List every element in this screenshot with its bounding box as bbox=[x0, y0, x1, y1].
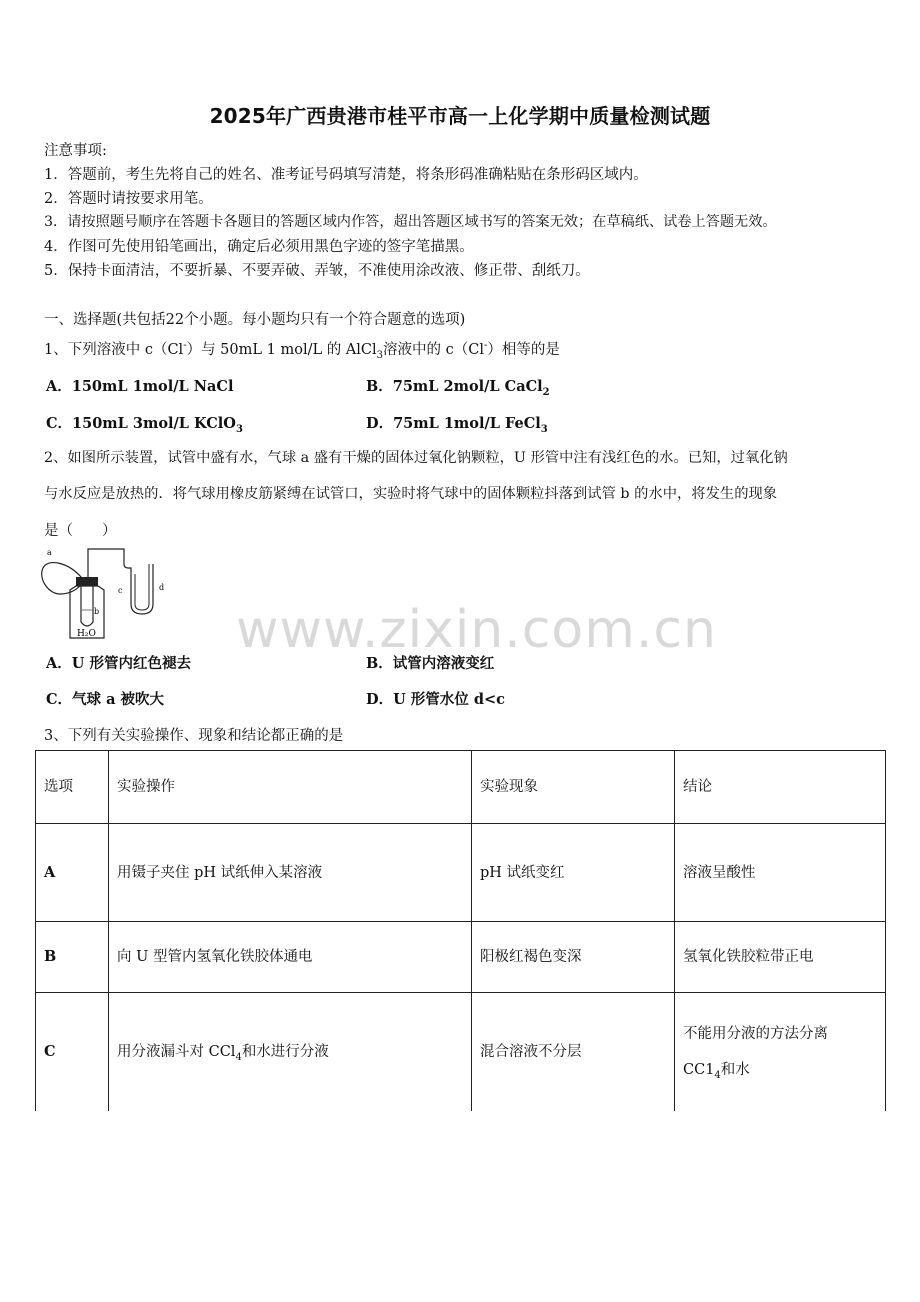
table-cell: A bbox=[36, 824, 109, 922]
cell-text bbox=[683, 1052, 877, 1088]
q1-stem-part: ）相等的是 bbox=[487, 342, 560, 358]
u-tube-inner-shape bbox=[135, 564, 149, 610]
q1-stem bbox=[44, 338, 560, 359]
subscript: 3 bbox=[540, 423, 548, 435]
cell-text: CC1 bbox=[683, 1061, 715, 1078]
subscript: 3 bbox=[235, 423, 243, 435]
q2-stem-line-2: 与水反应是放热的．将气球用橡皮筋紧缚在试管口，实验时将气球中的固体颗粒抖落到试管 b 的水中，将发生的现象 bbox=[44, 486, 778, 502]
table-cell: B bbox=[36, 922, 109, 993]
label-d: d bbox=[159, 583, 165, 592]
table-header-cell: 实验操作 bbox=[109, 751, 472, 824]
table-cell: 向 U 型管内氢氧化铁胶体通电 bbox=[109, 922, 472, 993]
notice-item-1: 1．答题前，考生先将自己的姓名、准考证号码填写清楚，将条形码准确粘贴在条形码区域内。 bbox=[44, 167, 648, 183]
apparatus-diagram bbox=[38, 544, 180, 642]
page-title: 2025年广西贵港市桂平市高一上化学期中质量检测试题 bbox=[209, 104, 711, 128]
q2-stem-line-3: 是（ ） bbox=[44, 523, 117, 539]
q2-stem-line-1: 2、如图所示装置，试管中盛有水，气球 a 盛有干燥的固体过氧化钠颗粒，U 形管中注有浅红色的水。已知，过氧化钠 bbox=[44, 450, 788, 466]
table-row bbox=[36, 824, 886, 922]
q1-stem-part: ）与 50mL 1 mol/L 的 AlCl bbox=[186, 342, 377, 358]
table-row bbox=[36, 922, 886, 993]
table-cell: 混合溶液不分层 bbox=[472, 993, 675, 1111]
option-text: B．75mL 2mol/L CaCl bbox=[366, 378, 543, 395]
q1-option-a[interactable]: A．150mL 1mol/L NaCl bbox=[46, 378, 234, 395]
subscript: 4 bbox=[235, 1051, 242, 1063]
table-cell: C bbox=[36, 993, 109, 1111]
notice-item-5: 5．保持卡面清洁，不要折暴、不要弄破、弄皱，不准使用涂改液、修正带、刮纸刀。 bbox=[44, 263, 590, 279]
subscript: 4 bbox=[714, 1069, 721, 1081]
table-header-cell: 选项 bbox=[36, 751, 109, 824]
q3-stem: 3、下列有关实验操作、现象和结论都正确的是 bbox=[44, 728, 344, 744]
table-cell: 阳极红褐色变深 bbox=[472, 922, 675, 993]
notice-heading: 注意事项: bbox=[44, 143, 107, 159]
option-text: C．150mL 3mol/L KClO bbox=[46, 415, 236, 432]
option-text: D．75mL 1mol/L FeCl bbox=[366, 415, 541, 432]
label-h2o: H₂O bbox=[77, 629, 96, 639]
subscript: 3 bbox=[376, 349, 384, 361]
stopper-shape bbox=[76, 577, 98, 586]
table-cell: pH 试纸变红 bbox=[472, 824, 675, 922]
label-c: c bbox=[118, 586, 123, 595]
table-row bbox=[36, 993, 886, 1111]
q2-option-b[interactable]: B．试管内溶液变红 bbox=[366, 655, 495, 672]
q2-option-a[interactable]: A．U 形管内红色褪去 bbox=[46, 655, 191, 672]
q1-stem-part: 溶液中的 c（Cl bbox=[383, 342, 484, 358]
balloon-shape bbox=[42, 563, 82, 594]
q1-stem-part: 1、下列溶液中 c（Cl bbox=[44, 342, 184, 358]
cell-text: 和水进行分液 bbox=[241, 1043, 329, 1060]
notice-item-2: 2．答题时请按要求用笔。 bbox=[44, 191, 213, 207]
table-cell bbox=[109, 993, 472, 1111]
test-tube-shape bbox=[81, 586, 93, 626]
q2-option-d[interactable]: D．U 形管水位 d<c bbox=[366, 691, 505, 708]
table-cell bbox=[675, 993, 886, 1111]
watermark: www.zixin.com.cn bbox=[236, 600, 717, 660]
notice-item-3: 3．请按照题号顺序在答题卡各题目的答题区域内作答，超出答题区域书写的答案无效；在草稿纸、试卷上答题无效。 bbox=[44, 214, 777, 230]
notice-item-4: 4．作图可先使用铅笔画出，确定后必须用黑色字迹的签字笔描黑。 bbox=[44, 239, 474, 255]
q3-table bbox=[35, 750, 886, 1111]
cell-text: 不能用分液的方法分离 bbox=[683, 1025, 828, 1042]
cell-text: 用分液漏斗对 CCl bbox=[117, 1043, 236, 1060]
subscript: 2 bbox=[542, 386, 550, 398]
superscript: - bbox=[183, 340, 187, 352]
table-header-cell: 实验现象 bbox=[472, 751, 675, 824]
table-header-row bbox=[36, 751, 886, 824]
label-a: a bbox=[47, 548, 52, 557]
table-cell: 氢氧化铁胶粒带正电 bbox=[675, 922, 886, 993]
cell-text: 和水 bbox=[720, 1061, 750, 1078]
q2-option-c[interactable]: C．气球 a 被吹大 bbox=[46, 691, 165, 708]
q1-option-c[interactable] bbox=[46, 412, 243, 433]
section-heading: 一、选择题(共包括22个小题。每小题均只有一个符合题意的选项) bbox=[44, 312, 466, 328]
q1-option-b[interactable] bbox=[366, 375, 550, 396]
superscript: - bbox=[484, 340, 488, 352]
table-cell: 溶液呈酸性 bbox=[675, 824, 886, 922]
q1-option-d[interactable] bbox=[366, 412, 548, 433]
label-b: b bbox=[94, 607, 100, 616]
table-header-cell: 结论 bbox=[675, 751, 886, 824]
table-cell: 用镊子夹住 pH 试纸伸入某溶液 bbox=[109, 824, 472, 922]
